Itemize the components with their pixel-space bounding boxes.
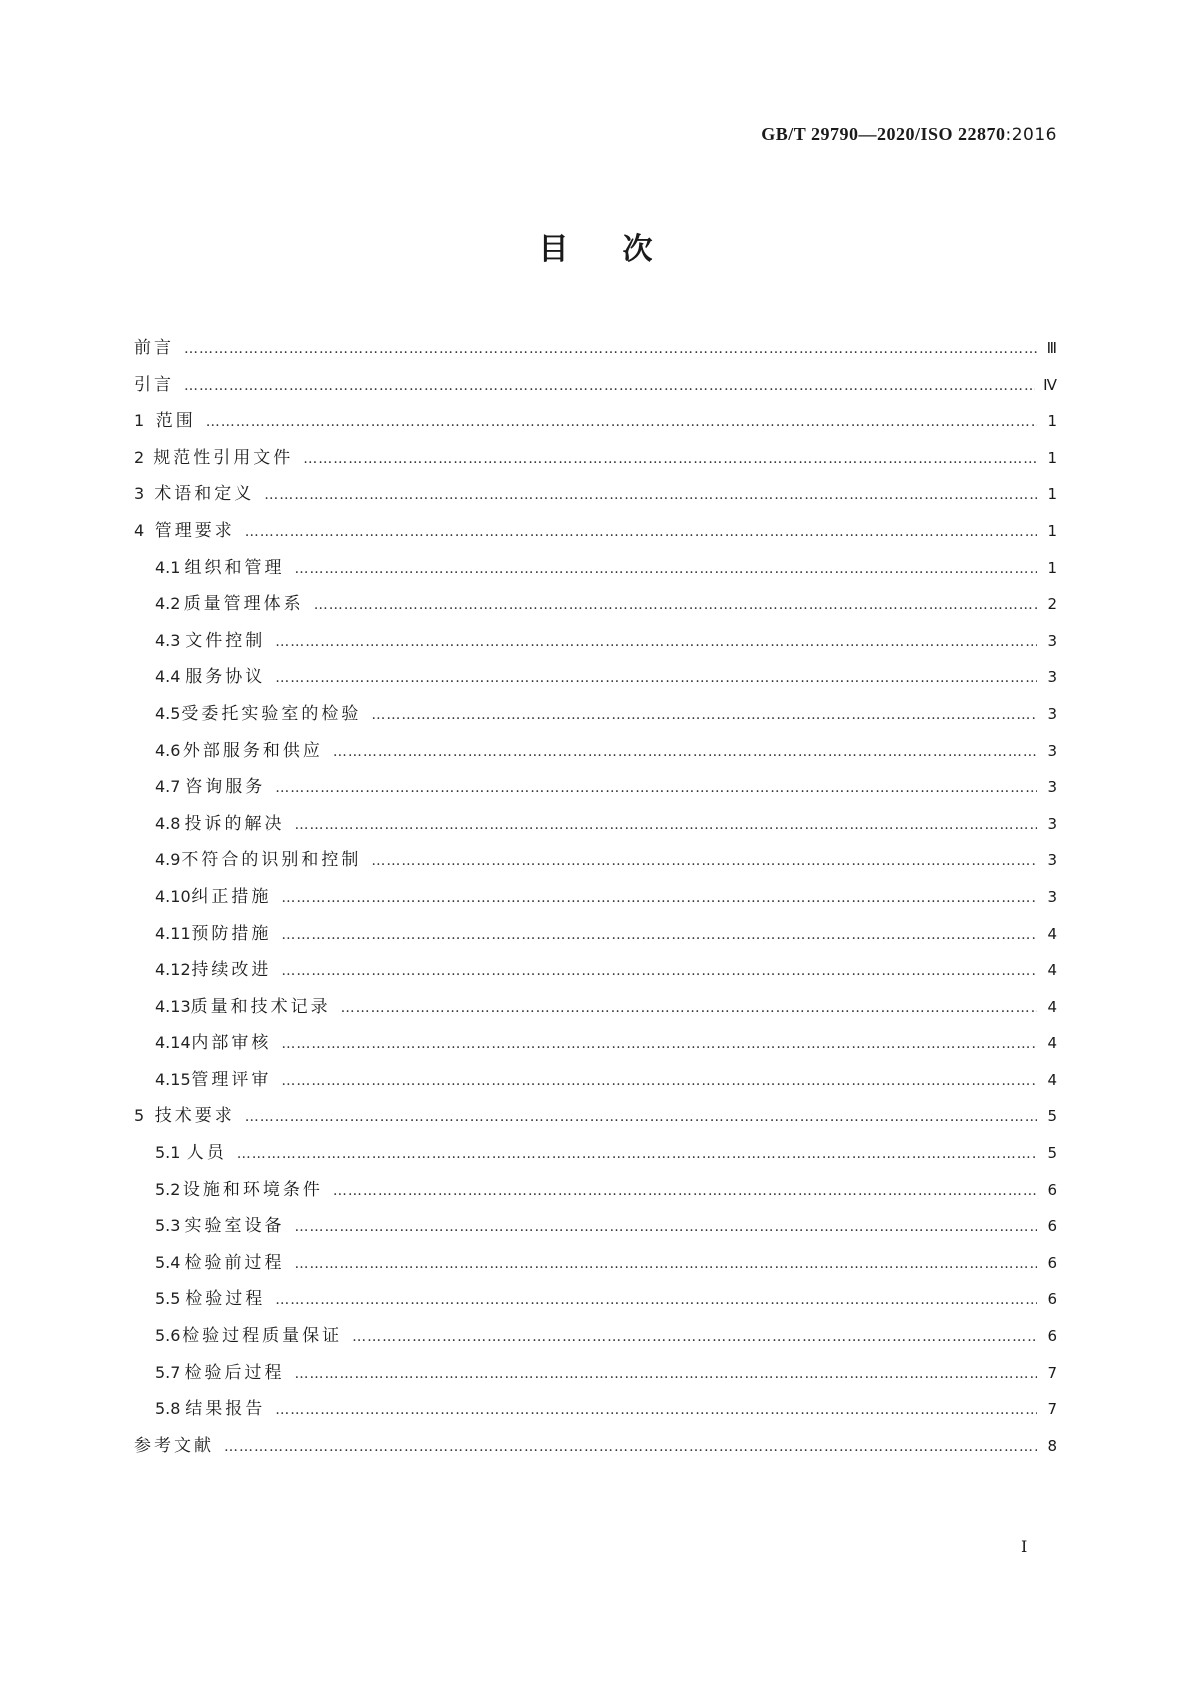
- toc-entry-label: 检验后过程: [184, 1362, 285, 1383]
- toc-entry-page: 3: [1047, 778, 1057, 797]
- toc-entry-label: 管理要求: [154, 520, 235, 541]
- toc-dot-leader: [245, 514, 1037, 551]
- toc-entry-number: 5.7: [155, 1362, 181, 1382]
- toc-entry-number: 4.14: [155, 1033, 191, 1053]
- toc-entry-number: 1: [134, 411, 145, 431]
- toc-entry[interactable]: [134, 1428, 1057, 1465]
- toc-entry-label: 纠正措施: [191, 886, 272, 907]
- toc-entry-label: 设施和环境条件: [182, 1179, 323, 1200]
- toc-entry-page: Ⅲ: [1046, 339, 1057, 357]
- toc-entry[interactable]: [134, 659, 1057, 696]
- toc-entry-label: 引言: [134, 374, 174, 395]
- toc-entry[interactable]: [134, 476, 1057, 513]
- toc-entry[interactable]: [134, 1355, 1057, 1392]
- toc-dot-leader: [294, 1209, 1037, 1246]
- toc-entry[interactable]: [134, 367, 1057, 404]
- toc-entry-label: 术语和定义: [154, 484, 255, 505]
- toc-entry-label: 组织和管理: [184, 557, 285, 578]
- toc-dot-leader: [275, 770, 1037, 807]
- toc-entry[interactable]: [134, 1098, 1057, 1135]
- toc-dot-leader: [341, 990, 1037, 1027]
- toc-entry[interactable]: [134, 1318, 1057, 1355]
- toc-entry-number: 4.11: [155, 923, 191, 943]
- toc-entry-number: 4.6: [155, 740, 181, 760]
- toc-entry-page: 4: [1047, 997, 1057, 1016]
- toc-entry-page: 1: [1047, 558, 1057, 577]
- standard-number: GB/T 29790—2020/ISO 22870: [761, 124, 1006, 144]
- toc-entry-number: 4.3: [155, 630, 181, 650]
- toc-entry[interactable]: [134, 733, 1057, 770]
- toc-entry-label: 前言: [134, 338, 174, 358]
- toc-entry-page: 1: [1047, 485, 1057, 504]
- toc-entry-label: 管理评审: [191, 1069, 272, 1090]
- toc-entry-label: 参考文献: [134, 1435, 214, 1456]
- toc-entry[interactable]: [134, 586, 1057, 623]
- toc-entry[interactable]: [134, 550, 1057, 587]
- toc-entry-number: 4.9: [155, 850, 181, 870]
- toc-entry[interactable]: [134, 330, 1057, 367]
- toc-dot-leader: [314, 587, 1037, 624]
- toc-dot-leader: [352, 1319, 1037, 1356]
- toc-entry-number: 2: [134, 447, 145, 467]
- toc-dot-leader: [275, 1282, 1037, 1319]
- toc-entry-label: 检验前过程: [184, 1252, 285, 1273]
- toc-entry-label: 外部服务和供应: [182, 740, 323, 761]
- toc-dot-leader: [294, 1356, 1037, 1393]
- toc-entry-page: 3: [1047, 741, 1057, 760]
- toc-entry[interactable]: [134, 1062, 1057, 1099]
- toc-entry-number: 4.2: [155, 594, 181, 614]
- toc-entry-page: 4: [1047, 924, 1057, 943]
- toc-entry-number: 4.1: [155, 557, 181, 577]
- toc-entry[interactable]: [134, 916, 1057, 953]
- toc-dot-leader: [303, 441, 1037, 478]
- toc-entry-number: 4.5: [155, 703, 181, 723]
- toc-entry-page: 6: [1047, 1327, 1057, 1346]
- toc-entry-page: 4: [1047, 961, 1057, 980]
- toc-entry-number: 4: [134, 520, 145, 540]
- toc-entry-page: 5: [1047, 1107, 1057, 1126]
- toc-entry-label: 实验室设备: [184, 1216, 285, 1237]
- toc-entry-number: 5.8: [155, 1399, 181, 1419]
- toc-entry-page: 4: [1047, 1070, 1057, 1089]
- toc-entry-page: 2: [1047, 595, 1057, 614]
- toc-dot-leader: [245, 1099, 1037, 1136]
- toc-entry[interactable]: [134, 403, 1057, 440]
- standard-year: :2016: [1005, 125, 1057, 145]
- toc-entry-page: 3: [1047, 631, 1057, 650]
- toc-entry-number: 4.12: [155, 960, 191, 980]
- toc-entry-page: 5: [1047, 1144, 1057, 1163]
- toc-dot-leader: [224, 1429, 1037, 1466]
- toc-entry-number: 5.1: [155, 1143, 181, 1163]
- toc-entry-number: 5.5: [155, 1289, 181, 1309]
- toc-dot-leader: [264, 477, 1037, 514]
- toc-entry-label: 技术要求: [154, 1106, 235, 1127]
- toc-entry-page: 1: [1047, 448, 1057, 467]
- toc-entry[interactable]: [134, 952, 1057, 989]
- toc-dot-leader: [281, 917, 1037, 954]
- toc-entry-number: 5.3: [155, 1216, 181, 1236]
- toc-entry[interactable]: [134, 1135, 1057, 1172]
- toc-entry-page: 6: [1047, 1180, 1057, 1199]
- toc-entry-page: 6: [1047, 1290, 1057, 1309]
- toc-dot-leader: [275, 1392, 1037, 1429]
- toc-dot-leader: [281, 953, 1037, 990]
- toc-entry[interactable]: [134, 989, 1057, 1026]
- toc-entry-number: 4.13: [155, 996, 191, 1016]
- toc-entry[interactable]: [134, 1281, 1057, 1318]
- toc-entry-page: 7: [1047, 1363, 1057, 1382]
- toc-dot-leader: [371, 843, 1037, 880]
- toc-entry-label: 投诉的解决: [184, 813, 285, 834]
- toc-entry[interactable]: [134, 513, 1057, 550]
- toc-dot-leader: [333, 734, 1037, 771]
- toc-entry-label: 文件控制: [185, 630, 266, 651]
- toc-entry-label: 规范性引用文件: [153, 447, 294, 468]
- toc-entry-page: 3: [1047, 704, 1057, 723]
- toc-entry-page: 6: [1047, 1217, 1057, 1236]
- page-number: I: [1021, 1537, 1028, 1556]
- toc-entry[interactable]: [134, 806, 1057, 843]
- toc-entry-number: 4.10: [155, 886, 191, 906]
- toc-entry-page: 3: [1047, 851, 1057, 870]
- toc-entry-label: 服务协议: [185, 667, 266, 688]
- toc-entry[interactable]: [134, 1025, 1057, 1062]
- toc-entry[interactable]: [134, 696, 1057, 733]
- toc-entry[interactable]: [134, 769, 1057, 806]
- toc-entry-page: 3: [1047, 814, 1057, 833]
- table-of-contents: [134, 330, 1057, 1464]
- toc-entry[interactable]: [134, 623, 1057, 660]
- toc-entry[interactable]: [134, 1208, 1057, 1245]
- toc-entry-label: 咨询服务: [185, 777, 266, 798]
- toc-entry-label: 范围: [155, 411, 196, 432]
- toc-entry-number: 5: [134, 1106, 145, 1126]
- toc-entry-number: 5.4: [155, 1252, 181, 1272]
- toc-dot-leader: [206, 404, 1037, 441]
- toc-dot-leader: [371, 697, 1037, 734]
- toc-entry-page: 8: [1047, 1436, 1057, 1455]
- toc-entry-page: 3: [1047, 668, 1057, 687]
- toc-entry[interactable]: [134, 842, 1057, 879]
- toc-entry-label: 检验过程质量保证: [182, 1326, 343, 1347]
- toc-entry-label: 结果报告: [185, 1399, 266, 1420]
- toc-dot-leader: [333, 1173, 1037, 1210]
- toc-dot-leader: [184, 368, 1035, 405]
- toc-entry-label: 人员: [186, 1143, 227, 1164]
- toc-entry[interactable]: [134, 440, 1057, 477]
- toc-dot-leader: [281, 1063, 1037, 1100]
- toc-dot-leader: [281, 1026, 1037, 1063]
- toc-entry[interactable]: [134, 1391, 1057, 1428]
- toc-entry[interactable]: [134, 1172, 1057, 1209]
- toc-entry-label: 质量和技术记录: [190, 996, 331, 1017]
- toc-entry-page: 7: [1047, 1400, 1057, 1419]
- toc-dot-leader: [294, 551, 1037, 588]
- toc-dot-leader: [184, 331, 1037, 368]
- toc-entry-label: 不符合的识别和控制: [181, 850, 362, 871]
- page-title: 目次: [538, 232, 707, 267]
- toc-entry-label: 受委托实验室的检验: [181, 703, 362, 724]
- toc-entry-page: 4: [1047, 1034, 1057, 1053]
- toc-entry-number: 3: [134, 484, 145, 504]
- toc-entry-number: 5.2: [155, 1179, 181, 1199]
- toc-entry-number: 4.15: [155, 1069, 191, 1089]
- toc-dot-leader: [281, 880, 1037, 917]
- toc-entry-label: 质量管理体系: [183, 594, 304, 615]
- toc-dot-leader: [237, 1136, 1037, 1173]
- toc-entry-number: 4.4: [155, 667, 181, 687]
- toc-entry[interactable]: [134, 1245, 1057, 1282]
- toc-entry-label: 预防措施: [191, 923, 272, 944]
- toc-entry-number: 5.6: [155, 1326, 181, 1346]
- toc-entry[interactable]: [134, 879, 1057, 916]
- toc-dot-leader: [294, 807, 1037, 844]
- toc-entry-page: 1: [1047, 521, 1057, 540]
- toc-dot-leader: [294, 1246, 1037, 1283]
- toc-dot-leader: [275, 624, 1037, 661]
- toc-entry-label: 持续改进: [191, 960, 272, 981]
- toc-entry-page: 3: [1047, 887, 1057, 906]
- toc-entry-label: 检验过程: [185, 1289, 266, 1310]
- toc-entry-page: 1: [1047, 412, 1057, 431]
- toc-dot-leader: [275, 660, 1037, 697]
- toc-entry-number: 4.8: [155, 813, 181, 833]
- standard-number-header: [761, 124, 1057, 145]
- toc-entry-page: 6: [1047, 1253, 1057, 1272]
- toc-entry-number: 4.7: [155, 777, 181, 797]
- toc-entry-label: 内部审核: [191, 1033, 272, 1054]
- toc-entry-page: Ⅳ: [1043, 375, 1057, 394]
